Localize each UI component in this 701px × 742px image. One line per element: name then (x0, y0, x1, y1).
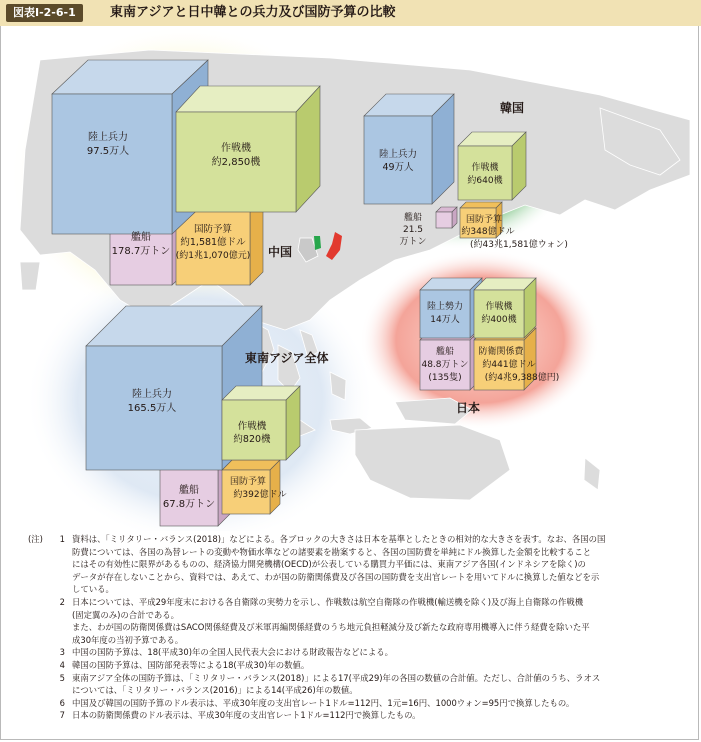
note-line: にはその有効性に限界があるものの、経済協力開発機構(OECD)が公表している購買力平価には、東南アジア各国(インドネシアを除く)の (72, 559, 586, 570)
note-line: また、わが国の防衛関係費はSACO関係経費及び米軍再編関係経費のうち地元負担軽減分及び新たな政府専用機導入に伴う経費を除いた平 (72, 622, 590, 633)
note-line: 成30年度の当初予算である。 (72, 634, 184, 645)
japan-navy-value: 48.8万トン (421, 360, 469, 370)
note-2 (28, 596, 683, 646)
china-navy-value: 178.7万トン (111, 246, 171, 257)
note-5 (28, 672, 683, 697)
sea-ground-label: 陸上兵力 (132, 389, 172, 400)
japan-air-value: 約400機 (481, 315, 517, 325)
note-1 (28, 533, 683, 596)
korea-navy-label: 艦船 (403, 213, 423, 223)
note-text (72, 672, 683, 697)
note-number: 3 (59, 647, 65, 658)
china-ground-value: 97.5万人 (86, 146, 130, 157)
japan-ground-value: 14万人 (430, 315, 460, 325)
note-3 (28, 646, 683, 659)
china-budget-label: 国防予算 (193, 224, 233, 235)
sea-ground-value: 165.5万人 (127, 403, 177, 414)
japan-ground-cube-front (420, 290, 470, 338)
note-number: 5 (59, 672, 65, 683)
japan-budget-value: 約441億ドル (482, 360, 536, 370)
note-tag-spacer (28, 659, 52, 672)
korea-ground-label: 陸上兵力 (378, 149, 418, 160)
notes-tag: (注) (28, 534, 43, 544)
note-line: 東南アジア全体の国防予算は、「ミリタリー・バランス(2018)」による17(平成29)年の各国の数値の合計値。ただし、合計値のうち、ラオス (72, 672, 601, 683)
korea-budget-sub: (約43兆1,581億ウォン) (470, 240, 568, 250)
note-number: 1 (59, 534, 65, 544)
note-tag-spacer (28, 697, 52, 710)
korea-budget-label: 国防予算 (465, 215, 503, 225)
korea-budget-value: 約348億ドル (461, 227, 515, 237)
sea-navy-value: 67.8万トン (162, 499, 216, 510)
note-number: 4 (59, 659, 65, 670)
note-text (72, 697, 683, 710)
note-tag-spacer (28, 672, 52, 697)
japan-air-cube-front (474, 290, 524, 338)
region-label-korea: 韓国 (500, 101, 525, 115)
figure-number: 図表Ⅰ-2-6-1 (6, 4, 83, 22)
china-air-cube (176, 86, 320, 112)
china-budget-value: 約1,581億ドル (180, 237, 246, 248)
note-text (72, 596, 683, 646)
note-text (72, 659, 683, 672)
notes (28, 533, 683, 722)
japan-air-label: 作戦機 (485, 302, 513, 312)
note-line: 韓国の国防予算は、国防部発表等による18(平成30)年の数値。 (72, 659, 310, 670)
korea-navy-value2: 万トン (399, 237, 427, 247)
china-navy-label: 艦船 (131, 232, 151, 243)
note-line: している。 (72, 584, 114, 595)
note-tag-spacer (28, 646, 52, 659)
sea-budget-label: 国防予算 (229, 477, 267, 487)
sea-air-label: 作戦機 (237, 421, 267, 432)
note-line: 中国の国防予算は、18(平成30)年の全国人民代表大会における財政報告などによる。 (72, 647, 393, 658)
region-label-southeast-asia: 東南アジア全体 (245, 351, 329, 365)
korea-air-cube-front (458, 146, 512, 200)
figure-title: 東南アジアと日中韓との兵力及び国防予算の比較 (110, 5, 396, 20)
sea-budget-cube-side (270, 460, 280, 514)
infographic (0, 26, 701, 531)
note-line: (固定翼のみ)の合計である。 (72, 609, 180, 620)
note-6 (28, 697, 683, 710)
japan-budget-sub: (約4兆9,388億円) (484, 373, 560, 383)
note-7 (28, 709, 683, 722)
note-text (72, 709, 683, 722)
china-ground-cube-front (52, 94, 172, 234)
china-air-label: 作戦機 (221, 143, 251, 154)
korea-ground-cube-front (364, 116, 432, 204)
korea-navy-cube-front (436, 212, 452, 228)
korea-air-value: 約640機 (467, 176, 503, 186)
japan-navy-sub: (135隻) (428, 373, 462, 383)
japan-navy-label: 艦船 (435, 347, 455, 357)
japan-budget-label: 防衛関係費 (478, 347, 524, 357)
title-bar (0, 0, 701, 26)
note-4 (28, 659, 683, 672)
note-line: 日本の防衛関係費のドル表示は、平成30年度の支出官レート1ドル=112円で換算したもの。 (72, 710, 421, 721)
note-text (72, 646, 683, 659)
note-tag-spacer (28, 709, 52, 722)
note-line: 日本については、平成29年度末における各自衛隊の実勢力を示し、作戦数は航空自衛隊の作戦機(輸送機を除く)及び海上自衛隊の作戦機 (72, 596, 584, 607)
korea-budget-cube (460, 202, 502, 208)
note-line: については、「ミリタリー・バランス(2016)」による14(平成26)年の数値。 (72, 685, 358, 696)
note-text (72, 533, 683, 596)
region-label-japan: 日本 (456, 401, 481, 415)
note-line: 中国及び韓国の国防予算のドル表示は、平成30年度の支出官レート1ドル=112円、1元=16円、1000ウォン=95円で換算したもの。 (72, 697, 575, 708)
china-budget-sub: (約1兆1,070億元) (175, 251, 251, 261)
korea-ground-value: 49万人 (382, 162, 414, 173)
sea-air-value: 約820機 (233, 434, 271, 445)
japan-ground-label: 陸上勢力 (426, 302, 464, 312)
note-line: 防費については、各国の為替レートの変動や物価水準などの諸要素を勘案すると、各国の国防費を単純にドル換算した金額を比較すること (72, 546, 592, 557)
sea-budget-value: 約392億ドル (233, 490, 287, 500)
note-number: 2 (59, 596, 65, 607)
note-number: 7 (59, 710, 65, 721)
sea-navy-cube-front (160, 468, 218, 526)
note-number: 6 (59, 697, 65, 708)
korea-air-label: 作戦機 (471, 163, 499, 173)
note-tag-spacer (28, 596, 52, 646)
china-ground-label: 陸上兵力 (88, 132, 128, 143)
sea-navy-label: 艦船 (179, 485, 199, 496)
korea-navy-value: 21.5 (402, 225, 424, 235)
china-air-value: 約2,850機 (211, 157, 261, 168)
note-line: データが存在しないことから、資料では、あえて、わが国の防衛関係費及び各国の国防費を支出官レートを用いてドルに換算した値などを示 (72, 571, 600, 582)
note-line: 資料は、「ミリタリー・バランス(2018)」などによる。各ブロックの大きさは日本を基準としたときの相対的な大きさを表す。なお、各国の国 (72, 534, 606, 544)
region-label-china: 中国 (268, 245, 293, 259)
